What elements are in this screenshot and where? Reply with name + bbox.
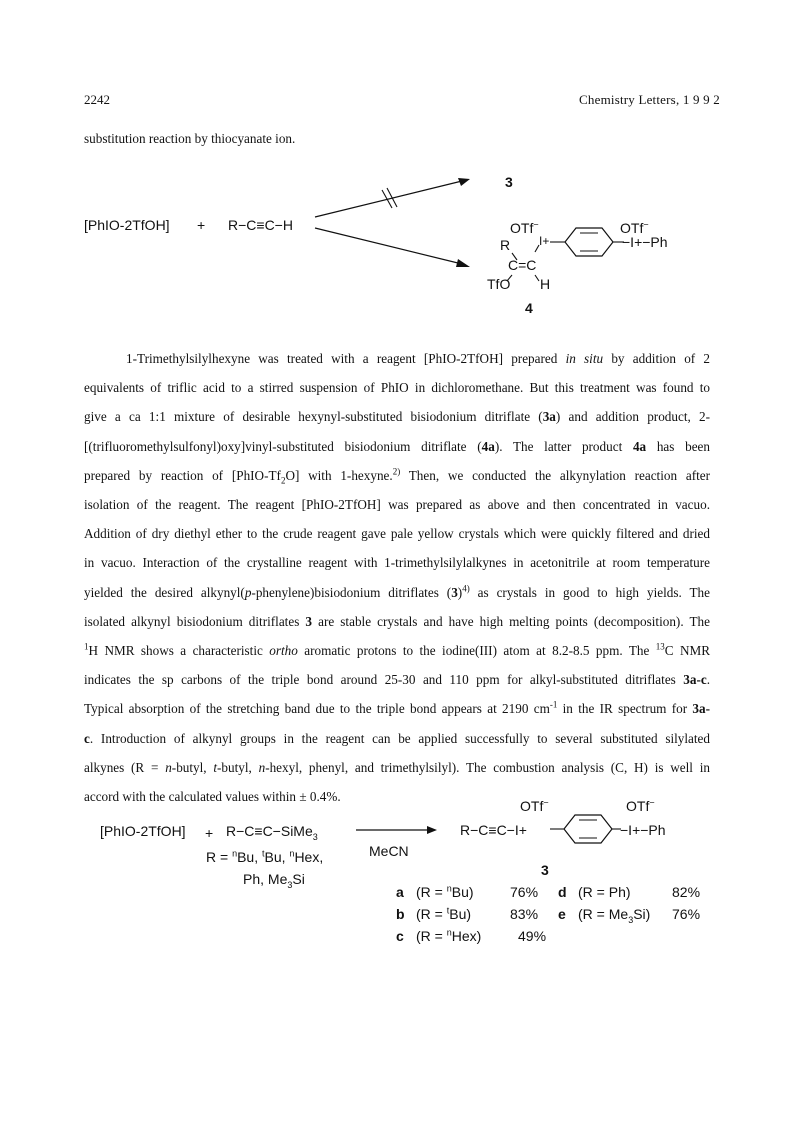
scheme1-reagent: [PhIO-2TfOH]	[84, 217, 170, 233]
scheme2-solvent: MeCN	[369, 843, 409, 859]
scheme2-r-line1: R = $^n$Bu, $^t$Bu, $^n$Hex,	[206, 848, 324, 865]
yield-row-e: e $(R = Me_3Si)$ 76%	[558, 906, 701, 925]
scheme1-alkyne: R−C≡C−H	[228, 217, 293, 233]
scheme1-arrows-and-structure	[0, 0, 793, 320]
paragraph-line: indicates the sp carbons of the triple bond around 25-30 and 110 ppm for alkyl-substituted ditriflates 3a-c.	[84, 672, 710, 688]
scheme2-arrow-and-structure	[0, 790, 793, 890]
paragraph-line: accord with the calculated values within ± 0.4%.	[84, 789, 341, 805]
scheme2-reagent: [PhIO-2TfOH]	[100, 823, 186, 839]
upper-arrow-line	[315, 181, 462, 217]
scheme1-tfo: TfO	[487, 276, 511, 292]
scheme2-otf-right: OTf−	[626, 797, 655, 814]
yield-row-a: a (R = $^n$Bu) 76%	[396, 883, 539, 900]
paragraph-line: prepared by reaction of $[PhIO-Tf_2O]$ with 1-hexyne.$^{2)}$ Then, we conducted the alkynylation reaction after	[84, 466, 710, 486]
yield-row-c: c (R = $^n$Hex) 49%	[396, 927, 547, 944]
paragraph-line: Typical absorption of the stretching band due to the triple bond appears at 2190 $cm^{-1}$ in the IR spectrum for 3a-	[84, 700, 711, 717]
paragraph-line: equivalents of triflic acid to a stirred suspension of PhIO in dichloromethane. But this treatment was found to	[84, 380, 710, 396]
scheme1-i-plus: I+	[539, 234, 550, 248]
scheme1-otf-right: OTf−	[620, 219, 649, 236]
scheme1-r: R	[500, 237, 511, 253]
scheme2-alkyne: R−C≡C−SiMe$_3$	[226, 823, 318, 842]
scheme1-product-4-label: 4	[525, 300, 533, 316]
scheme2-r-line2: Ph, $Me_3Si$	[243, 871, 305, 890]
page-number: 2242	[84, 92, 110, 107]
scheme1-otf-left: OTf−	[510, 219, 539, 236]
scheme1-product-3-label: 3	[505, 174, 513, 190]
journal-header: Chemistry Letters, 1 9 9 2	[579, 92, 720, 107]
scheme1-c-eq-c: C=C	[508, 257, 537, 273]
yield-row-b: b (R = $^t$Bu) 83%	[396, 905, 539, 922]
paragraph-line: alkynes (R = n-butyl, t-butyl, n-hexyl, phenyl, and trimethylsilyl). The combustion analysis (C, H) is well in	[84, 759, 710, 775]
yield-row-d: d (R = Ph) 82%	[558, 884, 701, 900]
paragraph-line: isolated alkynyl bisiodonium ditriflates 3 are stable crystals and have high melting points (decomposition). The	[84, 613, 710, 629]
lower-arrow-head	[456, 259, 470, 267]
lower-arrow-line	[315, 228, 462, 264]
scheme2-product-left: R−C≡C−I+	[460, 822, 527, 838]
paragraph-main	[84, 344, 710, 811]
paragraph-line: c. Introduction of alkynyl groups in the reagent can be applied successfully to several substituted silylated	[84, 730, 710, 746]
paragraph-line: yielded the desired alkynyl(p-phenylene)bisiodonium ditriflates $(3)^{4)}$ as crystals in good to high yields. The	[84, 583, 710, 600]
paragraph-line: [(trifluoromethylsulfonyl)oxy]vinyl-substituted bisiodonium ditriflate (4a). The latter product 4a has been	[84, 438, 710, 454]
reaction-arrow-head	[427, 826, 437, 834]
scheme1-plus: +	[197, 217, 206, 233]
paragraph-line: substitution reaction by thiocyanate ion.	[84, 131, 296, 146]
paragraph-line: isolation of the reagent. The reagent [PhIO-2TfOH] was prepared as above and then concentrated in vacuo.	[84, 497, 710, 513]
scheme2-product-right: −I+−Ph	[620, 822, 666, 838]
benzene-ring	[565, 228, 613, 256]
paragraph-line: in vacuo. Interaction of the crystalline reagent with 1-trimethylsilylalkynes in acetonitrile at room temperature	[84, 555, 710, 571]
scheme2-plus: +	[205, 825, 214, 841]
paragraph-line: Addition of dry diethyl ether to the crude reagent gave pale yellow crystals which were quickly filtered and dried	[84, 526, 710, 542]
paragraph-line: give a ca 1:1 mixture of desirable hexynyl-substituted bisiodonium ditriflate (3a) and addition product, 2-	[84, 409, 710, 425]
scheme2-product-label: 3	[541, 862, 549, 878]
paragraph-line: 1-Trimethylsilylhexyne was treated with a reagent [PhIO-2TfOH] prepared in situ by addition of 2	[126, 351, 710, 366]
upper-arrow-head	[458, 178, 470, 186]
benzene-ring	[564, 815, 612, 843]
scheme1-i-plus-ph: −I+−Ph	[622, 234, 668, 250]
paragraph-line: $^1$H NMR shows a characteristic ortho aromatic protons to the iodine(III) atom at 8.2-8.5 ppm. The $^{13}$C NMR	[84, 641, 711, 659]
scheme1-h: H	[540, 276, 551, 292]
scheme2-otf-left: OTf−	[520, 797, 549, 814]
